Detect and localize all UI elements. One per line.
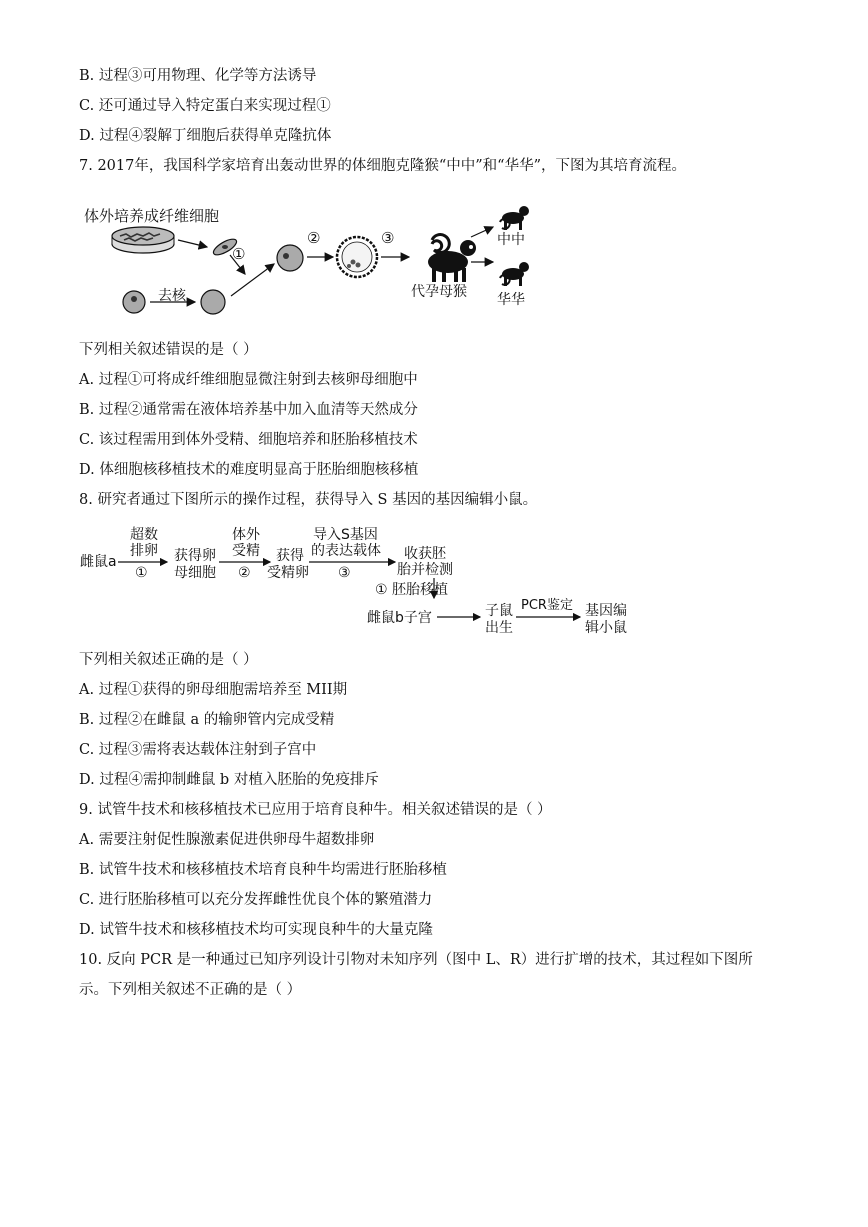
pup-label-1: 子鼠: [485, 603, 513, 619]
arrow3-top2: 的表达载体: [311, 543, 381, 559]
label-huahua: 华华: [497, 292, 525, 308]
q7-stem: 7. 2017年，我国科学家培育出轰动世界的体细胞克隆猴“中中”和“华华”，下图为其培育流程。: [79, 158, 686, 174]
q9-option-a: A. 需要注射促性腺激素促进供卵母牛超数排卵: [79, 832, 375, 848]
zygote-label-1: 获得: [276, 548, 304, 564]
q9-option-d: D. 试管牛技术和核移植技术均可实现良种牛的大量克隆: [79, 922, 433, 938]
q9-option-c: C. 进行胚胎移植可以充分发挥雌性优良个体的繁殖潜力: [79, 892, 433, 908]
label-zhongzhong: 中中: [497, 232, 525, 248]
arrow2-top1: 体外: [232, 527, 260, 543]
q7-option-a: A. 过程①可将成纤维细胞显微注射到去核卵母细胞中: [79, 372, 418, 388]
label-surrogate: 代孕母猴: [411, 284, 467, 300]
pup-label-2: 出生: [485, 620, 513, 636]
q8-option-a: A. 过程①获得的卵母细胞需培养至 MII期: [79, 682, 348, 698]
egg-label-1: 获得卵: [174, 548, 216, 564]
harvest-label-1: 收获胚: [404, 546, 446, 562]
result-label-1: 基因编: [585, 603, 627, 619]
label-culture: 体外培养成纤维细胞: [84, 207, 220, 225]
q10-stem: 10. 反向 PCR 是一种通过已知序列设计引物对未知序列（图中 L、R）进行扩增的技术，其过程如下图所示。下列相关叙述不正确的是（ ）: [79, 952, 753, 998]
step3-label: ③: [381, 229, 395, 247]
q8-option-c: C. 过程③需将表达载体注射到子宫中: [79, 742, 317, 758]
result-label-2: 辑小鼠: [585, 620, 627, 636]
q7-option-b: B. 过程②通常需在液体培养基中加入血清等天然成分: [79, 402, 418, 418]
step2-label: ②: [307, 229, 321, 247]
arrow3-top1: 导入S基因: [313, 527, 378, 543]
mouse-b-label: 雌鼠b子宫: [367, 610, 432, 626]
q7-option-c: C. 该过程需用到体外受精、细胞培养和胚胎移植技术: [79, 432, 418, 448]
label-enucleate: 去核: [158, 288, 186, 304]
arrow3-num: ③: [338, 565, 351, 581]
q8-option-d: D. 过程④需抑制雌鼠 b 对植入胚胎的免疫排斥: [79, 772, 379, 788]
q8-stem: 8. 研究者通过下图所示的操作过程，获得导入 S 基因的基因编辑小鼠。: [79, 492, 538, 508]
q9-option-b: B. 试管牛技术和核移植技术培育良种牛均需进行胚胎移植: [79, 862, 447, 878]
q6-option-b: B. 过程③可用物理、化学等方法诱导: [79, 68, 317, 84]
arrow1-top2: 排卵: [130, 543, 158, 559]
q8-option-b: B. 过程②在雌鼠 a 的输卵管内完成受精: [79, 712, 335, 728]
arrow1-num: ①: [135, 565, 148, 581]
pcr-label: PCR鉴定: [521, 598, 573, 613]
q6-option-c: C. 还可通过导入特定蛋白来实现过程①: [79, 98, 331, 114]
q7-prompt: 下列相关叙述错误的是（ ）: [79, 342, 258, 358]
step1-label: ①: [232, 245, 246, 263]
egg-label-2: 母细胞: [174, 565, 216, 581]
harvest-label-2: 胎并检测: [397, 562, 453, 578]
transfer-label: ① 胚胎移植: [375, 582, 449, 598]
zygote-label-2: 受精卵: [267, 565, 309, 581]
arrow1-top1: 超数: [130, 527, 158, 543]
arrow2-top2: 受精: [232, 543, 260, 559]
q7-option-d: D. 体细胞核移植技术的难度明显高于胚胎细胞核移植: [79, 462, 419, 478]
q6-option-d: D. 过程④裂解丁细胞后获得单克隆抗体: [79, 128, 332, 144]
q8-prompt: 下列相关叙述正确的是（ ）: [79, 652, 258, 668]
arrow2-num: ②: [238, 565, 251, 581]
q9-stem: 9. 试管牛技术和核移植技术已应用于培育良种牛。相关叙述错误的是（ ）: [79, 802, 552, 818]
mouse-a-label: 雌鼠a: [80, 554, 117, 570]
